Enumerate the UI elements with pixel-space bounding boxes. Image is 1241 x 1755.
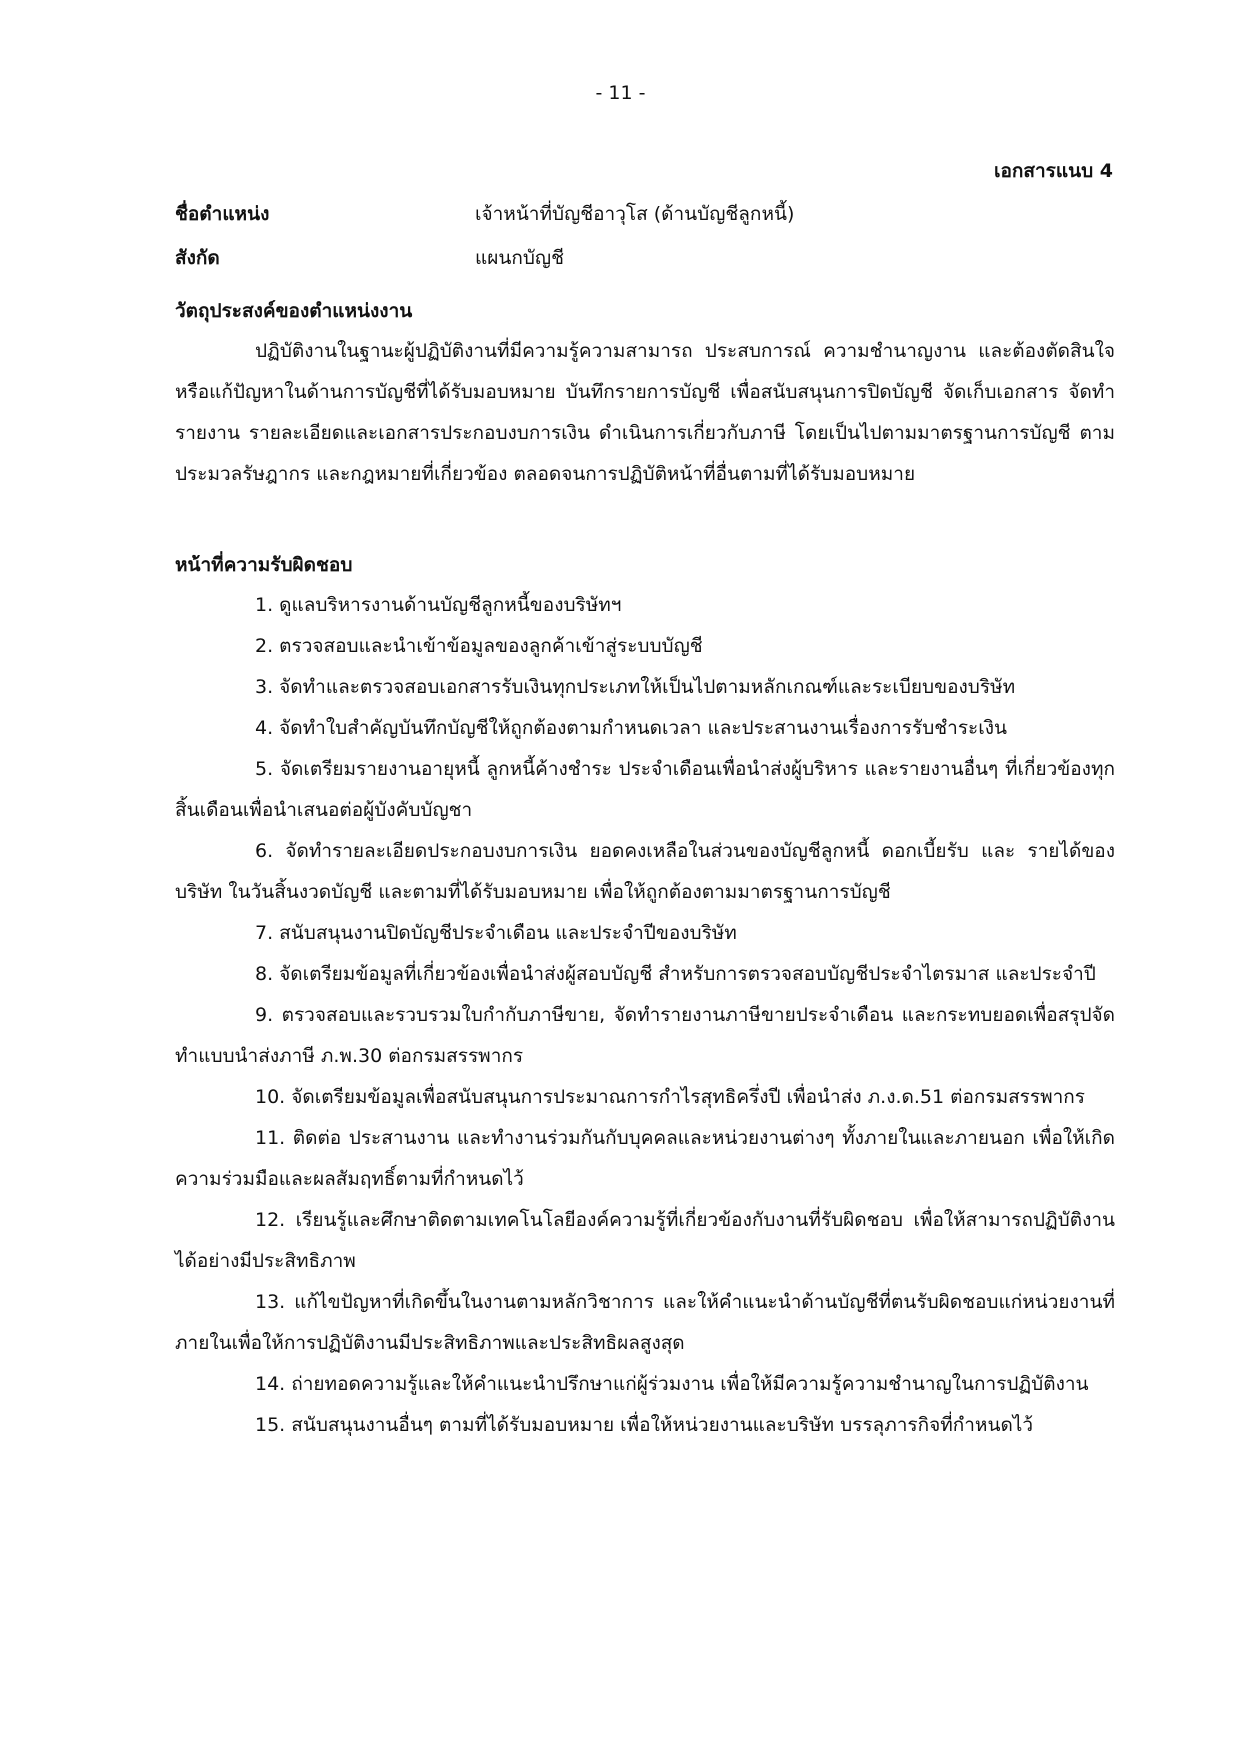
- duties-list: [175, 585, 1115, 1446]
- duty-item-9: 9. ตรวจสอบและรวบรวมใบกำกับภาษีขาย, จัดทำรายงานภาษีขายประจำเดือน และกระทบยอดเพื่อสรุปจัดทำแบบนำส่งภาษี ภ.พ.30 ต่อกรมสรรพากร: [175, 1004, 1115, 1067]
- duty-item-4: 4. จัดทำใบสำคัญบันทึกบัญชีให้ถูกต้องตามกำหนดเวลา และประสานงานเรื่องการรับชำระเงิน: [255, 717, 1007, 739]
- duty-item-2: 2. ตรวจสอบและนำเข้าข้อมูลของลูกค้าเข้าสู่ระบบบัญชี: [255, 635, 703, 657]
- position-value: เจ้าหน้าที่บัญชีอาวุโส (ด้านบัญชีลูกหนี้): [475, 203, 795, 225]
- duty-item-13: 13. แก้ไขปัญหาที่เกิดขึ้นในงานตามหลักวิชาการ และให้คำแนะนำด้านบัญชีที่ตนรับผิดชอบแก่หน่วยงานที่ภายในเพื่อให้การปฏิบัติงานมีประสิทธิภาพและประสิทธิผลสูงสุด: [175, 1291, 1115, 1354]
- duty-item-1: 1. ดูแลบริหารงานด้านบัญชีลูกหนี้ของบริษัทฯ: [255, 594, 622, 616]
- duty-item-11: 11. ติดต่อ ประสานงาน และทำงานร่วมกันกับบุคคลและหน่วยงานต่างๆ ทั้งภายในและภายนอก เพื่อให้เกิดความร่วมมือและผลสัมฤทธิ์ตามที่กำหนดไว้: [175, 1127, 1115, 1190]
- objective-text: ปฏิบัติงานในฐานะผู้ปฏิบัติงานที่มีความรู้ความสามารถ ประสบการณ์ ความชำนาญงาน และต้องตัดสินใจหรือแก้ปัญหาในด้านการบัญชีที่ได้รับมอบหมาย บันทึกรายการบัญชี เพื่อสนับสนุนการปิดบัญชี จัดเก็บเอกสาร จัดทำรายงาน รายละเอียดและเอกสารประกอบงบการเงิน ดำเนินการเกี่ยวกับภาษี โดยเป็นไปตามมาตรฐานการบัญชี ตามประมวลรัษฎากร และกฎหมายที่เกี่ยวข้อง ตลอดจนการปฏิบัติหน้าที่อื่นตามที่ได้รับมอบหมาย: [175, 340, 1115, 485]
- position-label: ชื่อตำแหน่ง: [175, 203, 270, 225]
- objective-section: [175, 331, 1115, 495]
- duty-item-12: 12. เรียนรู้และศึกษาติดตามเทคโนโลยีองค์ความรู้ที่เกี่ยวข้องกับงานที่รับผิดชอบ เพื่อให้สามารถปฏิบัติงานได้อย่างมีประสิทธิภาพ: [175, 1209, 1115, 1272]
- attachment-label: เอกสารแนบ 4: [993, 160, 1113, 182]
- duty-item-3: 3. จัดทำและตรวจสอบเอกสารรับเงินทุกประเภทให้เป็นไปตามหลักเกณฑ์และระเบียบของบริษัท: [255, 676, 1016, 698]
- duty-item-8: 8. จัดเตรียมข้อมูลที่เกี่ยวข้องเพื่อนำส่งผู้สอบบัญชี สำหรับการตรวจสอบบัญชีประจำไตรมาส และประจำปี: [255, 963, 1096, 985]
- duty-item-5: 5. จัดเตรียมรายงานอายุหนี้ ลูกหนี้ค้างชำระ ประจำเดือนเพื่อนำส่งผู้บริหาร และรายงานอื่นๆ ที่เกี่ยวข้องทุกสิ้นเดือนเพื่อนำเสนอต่อผู้บังคับบัญชา: [175, 758, 1115, 821]
- page-number: - 11 -: [595, 82, 646, 104]
- duty-item-7: 7. สนับสนุนงานปิดบัญชีประจำเดือน และประจำปีของบริษัท: [255, 922, 737, 944]
- duties-heading: หน้าที่ความรับผิดชอบ: [175, 554, 353, 576]
- duty-item-6: 6. จัดทำรายละเอียดประกอบงบการเงิน ยอดคงเหลือในส่วนของบัญชีลูกหนี้ ดอกเบี้ยรับ และ รายได้ของบริษัท ในวันสิ้นงวดบัญชี และตามที่ได้รับมอบหมาย เพื่อให้ถูกต้องตามมาตรฐานการบัญชี: [175, 840, 1115, 903]
- duty-item-10: 10. จัดเตรียมข้อมูลเพื่อสนับสนุนการประมาณการกำไรสุทธิครึ่งปี เพื่อนำส่ง ภ.ง.ด.51 ต่อกรมสรรพากร: [255, 1086, 1085, 1108]
- department-value: แผนกบัญชี: [475, 247, 565, 269]
- department-label: สังกัด: [175, 247, 220, 269]
- duty-item-15: 15. สนับสนุนงานอื่นๆ ตามที่ได้รับมอบหมาย เพื่อให้หน่วยงานและบริษัท บรรลุภารกิจที่กำหนดไว้: [255, 1414, 1034, 1436]
- objective-heading: วัตถุประสงค์ของตำแหน่งงาน: [175, 300, 413, 322]
- duty-item-14: 14. ถ่ายทอดความรู้และให้คำแนะนำปรึกษาแก่ผู้ร่วมงาน เพื่อให้มีความรู้ความชำนาญในการปฏิบัติงาน: [255, 1373, 1089, 1395]
